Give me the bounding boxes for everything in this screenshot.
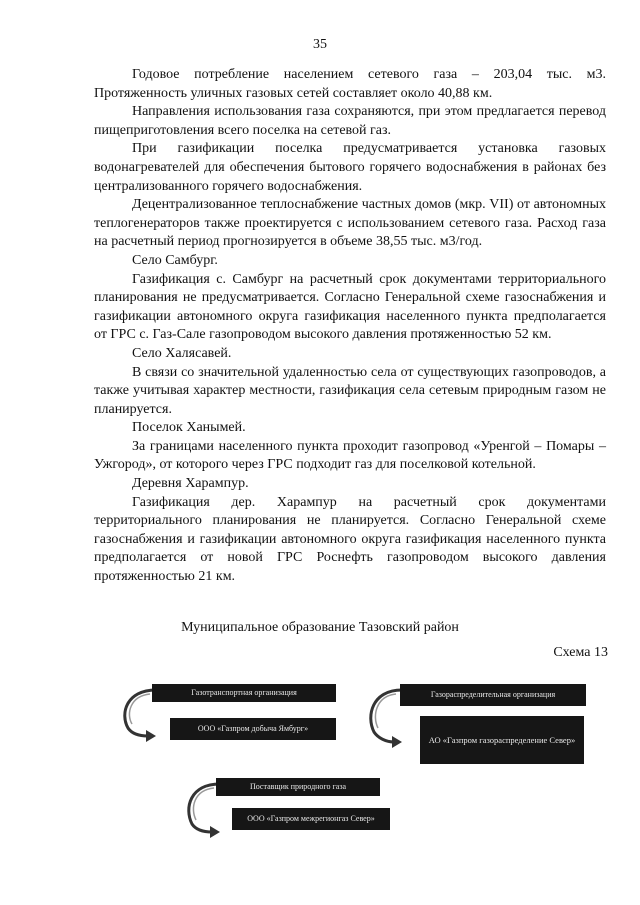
section-heading: Село Самбург.	[132, 252, 218, 268]
curved-arrow-icon	[116, 684, 160, 744]
category-label: Газотранспортная организация	[191, 688, 297, 697]
category-label: Газораспределительная организация	[430, 690, 556, 699]
page-number: 35	[313, 37, 327, 52]
paragraph: При газификации поселка предусматривается установка газовых водонагревателей для обеспечения бытового горячего водоснабжения в районах без централизованного горячего водоснабжения.	[94, 141, 606, 194]
paragraph: Газификация дер. Харампур на расчетный срок документами территориального планирования не планируется. Согласно Генеральной схеме газоснабжения и газификации автономного округа газификация населенного пункта предполагается от новой ГРС Роснефть газопроводом высокого давления протяженностью 21 км.	[94, 494, 606, 585]
schema-label: Схема 13	[553, 645, 608, 660]
company-label: ООО «Газпром межрегионгаз Север»	[247, 814, 375, 823]
schema-title: Муниципальное образование Тазовский район	[181, 620, 459, 635]
paragraph: Газификация с. Самбург на расчетный срок документами территориального планирования не предусматривается. Согласно Генеральной схеме газоснабжения и газификации автономного округа газификация населенного пункта предполагается от ГРС с. Газ-Сале газопроводом высокого давления протяженностью 52 км.	[94, 271, 606, 343]
category-box	[152, 684, 336, 702]
category-label: Поставщик природного газа	[249, 782, 347, 791]
paragraph: В связи со значительной удаленностью села от существующих газопроводов, а также учитывая характер местности, газификация села сетевым природным газом не планируется.	[94, 364, 606, 417]
curved-arrow-icon	[362, 684, 406, 750]
category-box	[400, 684, 586, 706]
company-box	[232, 808, 390, 830]
curved-arrow-icon	[180, 778, 224, 840]
section-heading: Поселок Ханымей.	[132, 420, 246, 436]
category-box	[216, 778, 380, 796]
paragraph: Годовое потребление населением сетевого газа – 203,04 тыс. м3. Протяженность уличных газовых сетей составляет около 40,88 км.	[94, 67, 606, 101]
body-text	[94, 66, 606, 587]
company-label: ООО «Газпром добыча Ямбург»	[197, 724, 309, 733]
paragraph: За границами населенного пункта проходит газопровод «Уренгой – Помары – Ужгород», от которого через ГРС подходит газ для поселковой котельной.	[94, 438, 606, 473]
paragraph: Направления использования газа сохраняются, при этом предлагается перевод пищеприготовления всего поселка на сетевой газ.	[94, 104, 606, 138]
company-box	[420, 716, 584, 764]
paragraph: Децентрализованное теплоснабжение частных домов (мкр. VII) от автономных теплогенераторов также проектируется с использованием сетевого газа. Расход газа на расчетный период прогнозируется в объеме 38,55 тыс. м3/год.	[94, 197, 606, 250]
section-heading: Деревня Харампур.	[132, 476, 249, 492]
section-heading: Село Халясавей.	[132, 345, 232, 361]
company-box	[170, 718, 336, 740]
company-label: АО «Газпром газораспределение Север»	[428, 735, 576, 745]
